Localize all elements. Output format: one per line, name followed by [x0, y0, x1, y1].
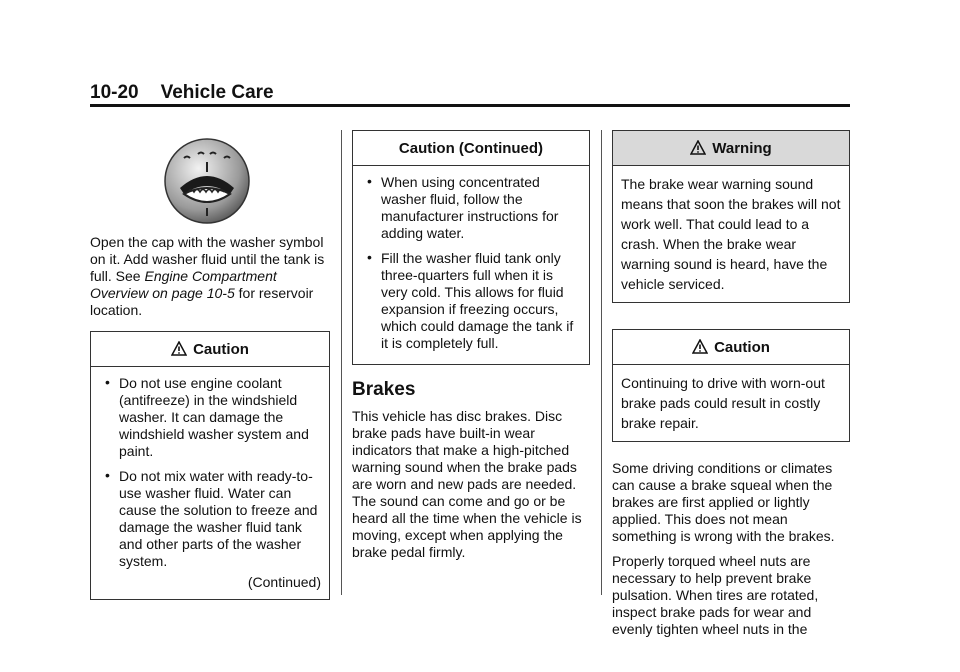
bullet-icon: •	[367, 173, 372, 189]
caution-body	[91, 367, 329, 599]
caution-header	[91, 332, 329, 367]
warning-text: The brake wear warning sound means that soon the brakes will not work well. That could lead to a crash. When the brake wear warning sound is heard, have the vehicle serviced.	[621, 176, 841, 292]
caution-header	[613, 330, 849, 365]
warning-icon	[692, 339, 708, 355]
caution-title: Caution	[193, 340, 249, 358]
caution-title: Caution	[714, 338, 770, 356]
text: Do not mix water with ready-to-use washer fluid. Water can cause the solution to freeze and damage the washer fluid tank and other parts of the washer system.	[119, 468, 318, 569]
bullet-icon: •	[105, 467, 110, 483]
column-divider	[341, 130, 342, 595]
warning-icon	[171, 341, 187, 357]
warning-box	[612, 130, 850, 303]
cross-reference-link[interactable]: Engine Compartment Overview on page 10-5	[90, 268, 277, 301]
column-middle	[352, 130, 590, 569]
caution-box	[612, 329, 850, 442]
washer-instructions	[90, 234, 330, 319]
caution-box	[90, 331, 330, 600]
warning-header	[613, 131, 849, 166]
caution-list	[361, 174, 581, 352]
text: Do not use engine coolant (antifreeze) in the windshield washer. It can damage the windshield washer system and paint.	[119, 375, 309, 459]
text: When using concentrated washer fluid, follow the manufacturer instructions for adding water.	[381, 174, 559, 241]
caution-continued-title: Caution (Continued)	[398, 139, 544, 157]
bullet-icon: •	[367, 249, 372, 265]
column-right	[612, 130, 850, 646]
continued-label: (Continued)	[247, 574, 321, 590]
header-rule	[90, 104, 850, 107]
wheel-nuts-paragraph: Properly torqued wheel nuts are necessary to help prevent brake pulsation. When tires are rotated, inspect brake pads for wear and evenly tighten wheel nuts in the	[612, 553, 819, 637]
brake-squeal-paragraph: Some driving conditions or climates can cause a brake squeal when the brakes are first applied or lightly applied. This does not mean something is wrong with the brakes.	[612, 460, 835, 544]
caution-continued-box	[352, 130, 590, 365]
text: Open the cap with the washer symbol on it. Add washer fluid until the tank is full. See	[90, 234, 325, 284]
caution-header	[353, 131, 589, 166]
brakes-paragraph: This vehicle has disc brakes. Disc brake pads have built-in wear indicators that make a high-pitched warning sound when the brake pads are worn and new pads are needed. The sound can come and go or be heard all the time when the vehicle is moving, except when applying the brake pedal firmly.	[352, 408, 582, 560]
column-divider	[601, 130, 602, 595]
list-item	[361, 174, 581, 242]
text: Fill the washer fluid tank only three-quarters full when it is very cold. This allows for fluid expansion if freezing occurs, which could damage the tank if it is completely full.	[381, 250, 574, 351]
caution-body	[613, 365, 849, 441]
brakes-heading: Brakes	[352, 379, 416, 400]
washer-fluid-icon	[164, 138, 250, 224]
warning-icon	[690, 140, 706, 156]
caution-text: Continuing to drive with worn-out brake pads could result in costly brake repair.	[621, 375, 825, 431]
bullet-icon: •	[105, 374, 110, 390]
section-title: Vehicle Care	[160, 82, 274, 103]
text: for reservoir location.	[90, 285, 314, 318]
list-item	[99, 468, 321, 570]
list-item	[99, 375, 321, 460]
page-number: 10-20	[90, 82, 139, 103]
warning-body	[613, 166, 849, 302]
column-left	[90, 130, 330, 600]
caution-list	[99, 375, 321, 570]
list-item	[361, 250, 581, 352]
caution-body	[353, 166, 589, 364]
page-header	[90, 82, 274, 104]
warning-title: Warning	[712, 139, 772, 157]
